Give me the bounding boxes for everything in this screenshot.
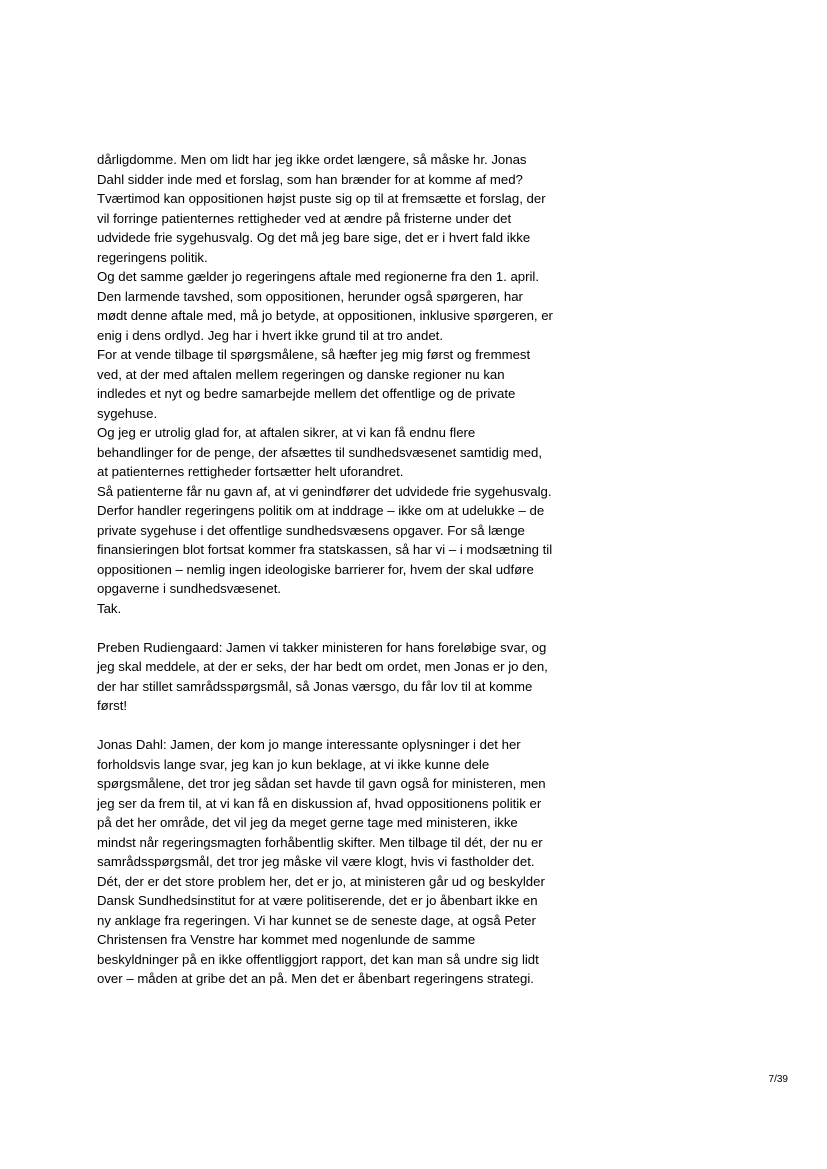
text-line: beskyldninger på en ikke offentliggjort rapport, det kan man så undre sig lidt <box>97 951 539 967</box>
text-line: Dahl sidder inde med et forslag, som han brænder for at komme af med? <box>97 171 523 187</box>
text-line: indledes et nyt og bedre samarbejde mellem det offentlige og de private <box>97 386 516 401</box>
text-line: Derfor handler regeringens politik om at inddrage – ikke om at udelukke – de <box>97 503 545 518</box>
text-line: Dansk Sundhedsinstitut for at være politiserende, det er jo åbenbart ikke en <box>97 893 538 908</box>
text-line: jeg ser da frem til, at vi kan få en diskussion af, hvad oppositionens politik er <box>97 795 542 811</box>
text-line: enig i dens ordlyd. Jeg har i hvert ikke grund til at tro andet. <box>97 327 443 343</box>
text-line: at patienternes rettigheder fortsætter helt uforandret. <box>97 464 404 479</box>
paragraph-gap <box>97 716 597 736</box>
text-line: ny anklage fra regeringen. Vi har kunnet se de seneste dage, at også Peter <box>97 912 536 928</box>
text-line: Og jeg er utrolig glad for, at aftalen sikrer, at vi kan få endnu flere <box>97 425 476 440</box>
text-line: regeringens politik. <box>97 249 208 265</box>
page-number: 7/39 <box>768 1074 788 1085</box>
text-line: forholdsvis lange svar, jeg kan jo kun beklage, at vi ikke kunne dele <box>97 756 490 772</box>
text-line: Jonas Dahl: Jamen, der kom jo mange interessante oplysninger i det her <box>97 737 521 752</box>
text-line: sygehuse. <box>97 405 158 421</box>
text-line: spørgsmålene, det tror jeg sådan set havde til gavn også for ministeren, men <box>97 776 546 791</box>
text-line: Christensen fra Venstre har kommet med nogenlunde de samme <box>97 932 476 947</box>
text-line: over – måden at gribe det an på. Men det er åbenbart regeringens strategi. <box>97 971 534 986</box>
text-line: mindst når regeringsmagten forhåbentlig skifter. Men tilbage til dét, der nu er <box>97 834 543 850</box>
text-line: på det her område, det vil jeg da meget gerne tage med ministeren, ikke <box>97 815 518 830</box>
text-line: dårligdomme. Men om lidt har jeg ikke ordet længere, så måske hr. Jonas <box>97 152 527 167</box>
text-line: samrådsspørgsmål, det tror jeg måske vil være klogt, hvis vi fastholder det. <box>97 854 535 869</box>
text-line: ved, at der med aftalen mellem regeringen og danske regioner nu kan <box>97 366 505 382</box>
text-line: Tak. <box>97 600 122 616</box>
paragraph-block <box>97 150 597 618</box>
text-line: finansieringen blot fortsat kommer fra statskassen, så har vi – i modsætning til <box>97 542 553 557</box>
text-line: Tværtimod kan oppositionen højst puste sig op til at fremsætte et forslag, der <box>97 191 546 206</box>
paragraph-gap <box>97 618 597 638</box>
text-line: behandlinger for de penge, der afsættes til sundhedsvæsenet samtidig med, <box>97 444 542 460</box>
text-line: Så patienterne får nu gavn af, at vi genindfører det udvidede frie sygehusvalg. <box>97 483 552 499</box>
paragraph-block <box>97 735 597 989</box>
paragraph-block <box>97 638 597 716</box>
document-text-body <box>97 150 597 989</box>
text-line: der har stillet samrådsspørgsmål, så Jonas værsgo, du får lov til at komme <box>97 678 533 694</box>
text-line: jeg skal meddele, at der er seks, der har bedt om ordet, men Jonas er jo den, <box>97 659 548 674</box>
text-line: mødt denne aftale med, må jo betyde, at oppositionen, inklusive spørgeren, er <box>97 308 553 323</box>
text-line: Og det samme gælder jo regeringens aftale med regionerne fra den 1. april. <box>97 269 540 284</box>
text-line: opgaverne i sundhedsvæsenet. <box>97 581 282 596</box>
text-line: Preben Rudiengaard: Jamen vi takker ministeren for hans foreløbige svar, og <box>97 639 547 655</box>
text-line: vil forringe patienternes rettigheder ved at ændre på fristerne under det <box>97 210 512 226</box>
text-line: oppositionen – nemlig ingen ideologiske barrierer for, hvem der skal udføre <box>97 561 534 577</box>
text-line: Dét, der er det store problem her, det er jo, at ministeren går ud og beskylder <box>97 873 545 889</box>
text-line: udvidede frie sygehusvalg. Og det må jeg bare sige, det er i hvert fald ikke <box>97 230 531 245</box>
text-line: Den larmende tavshed, som oppositionen, herunder også spørgeren, har <box>97 288 523 304</box>
text-line: private sygehuse i det offentlige sundhedsvæsens opgaver. For så længe <box>97 522 525 538</box>
text-line: først! <box>97 698 128 713</box>
text-line: For at vende tilbage til spørgsmålene, så hæfter jeg mig først og fremmest <box>97 347 531 362</box>
